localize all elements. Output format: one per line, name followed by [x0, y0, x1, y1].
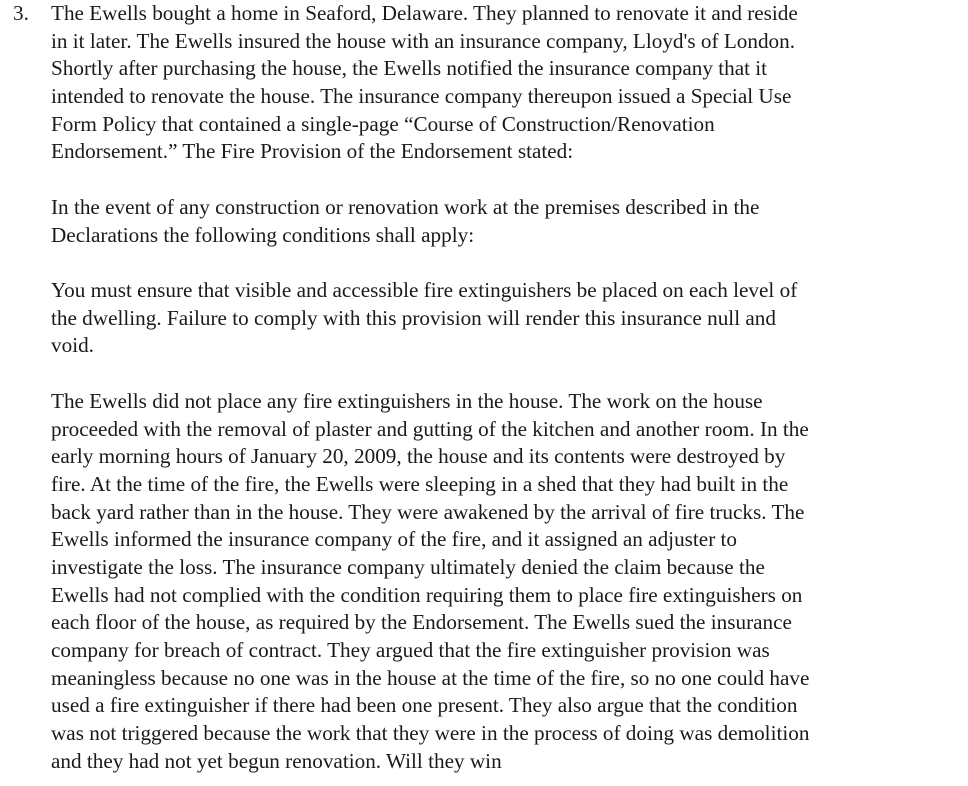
paragraph-line: void. [51, 333, 94, 358]
paragraph-line: the dwelling. Failure to comply with this provision will render this insurance null and [51, 305, 776, 330]
paragraph-line: You must ensure that visible and accessible fire extinguishers be placed on each level of [51, 278, 798, 302]
paragraph-line: The Ewells did not place any fire extinguishers in the house. The work on the house [51, 389, 763, 413]
paragraph-line: early morning hours of January 20, 2009, the house and its contents were destroyed by [51, 444, 786, 469]
paragraph-line: each floor of the house, as required by the Endorsement. The Ewells sued the insurance [51, 610, 792, 635]
paragraph-line: intended to renovate the house. The insurance company thereupon issued a Special Use [51, 83, 792, 108]
paragraph-line: company for breach of contract. They argued that the fire extinguisher provision was [51, 637, 770, 662]
paragraph-line: in it later. The Ewells insured the house with an insurance company, Lloyd's of London. [51, 28, 796, 53]
paragraph-line: Ewells informed the insurance company of the fire, and it assigned an adjuster to [51, 527, 738, 552]
question-intro-paragraph [51, 0, 956, 166]
paragraph-line: Declarations the following conditions shall apply: [51, 222, 475, 247]
paragraph-line: proceeded with the removal of plaster and gutting of the kitchen and another room. In the [51, 416, 809, 441]
question-number: 3. [13, 1, 29, 25]
paragraph-line: Ewells had not complied with the condition requiring them to place fire extinguishers on [51, 582, 803, 607]
paragraph-line: Form Policy that contained a single-page “Course of Construction/Renovation [51, 111, 715, 136]
paragraph-line: and they had not yet begun renovation. Will they win [51, 748, 502, 773]
fire-provision-paragraph [51, 277, 956, 360]
case-facts-paragraph [51, 388, 956, 775]
paragraph-line: investigate the loss. The insurance company ultimately denied the claim because the [51, 554, 765, 579]
paragraph-line: meaningless because no one was in the house at the time of the fire, so no one could have [51, 665, 810, 690]
paragraph-line: Endorsement.” The Fire Provision of the Endorsement stated: [51, 139, 574, 164]
paragraph-line: fire. At the time of the fire, the Ewells were sleeping in a shed that they had built in the [51, 471, 789, 496]
paragraph-line: used a fire extinguisher if there had been one present. They also argue that the condition [51, 693, 798, 718]
paragraph-line: was not triggered because the work that they were in the process of doing was demolition [51, 720, 810, 745]
paragraph-line: In the event of any construction or renovation work at the premises described in the [51, 195, 760, 219]
endorsement-lead-paragraph [51, 194, 956, 249]
paragraph-line: back yard rather than in the house. They were awakened by the arrival of fire trucks. The [51, 499, 805, 524]
paragraph-line: The Ewells bought a home in Seaford, Delaware. They planned to renovate it and reside [51, 1, 798, 25]
paragraph-line: Shortly after purchasing the house, the Ewells notified the insurance company that it [51, 56, 768, 81]
